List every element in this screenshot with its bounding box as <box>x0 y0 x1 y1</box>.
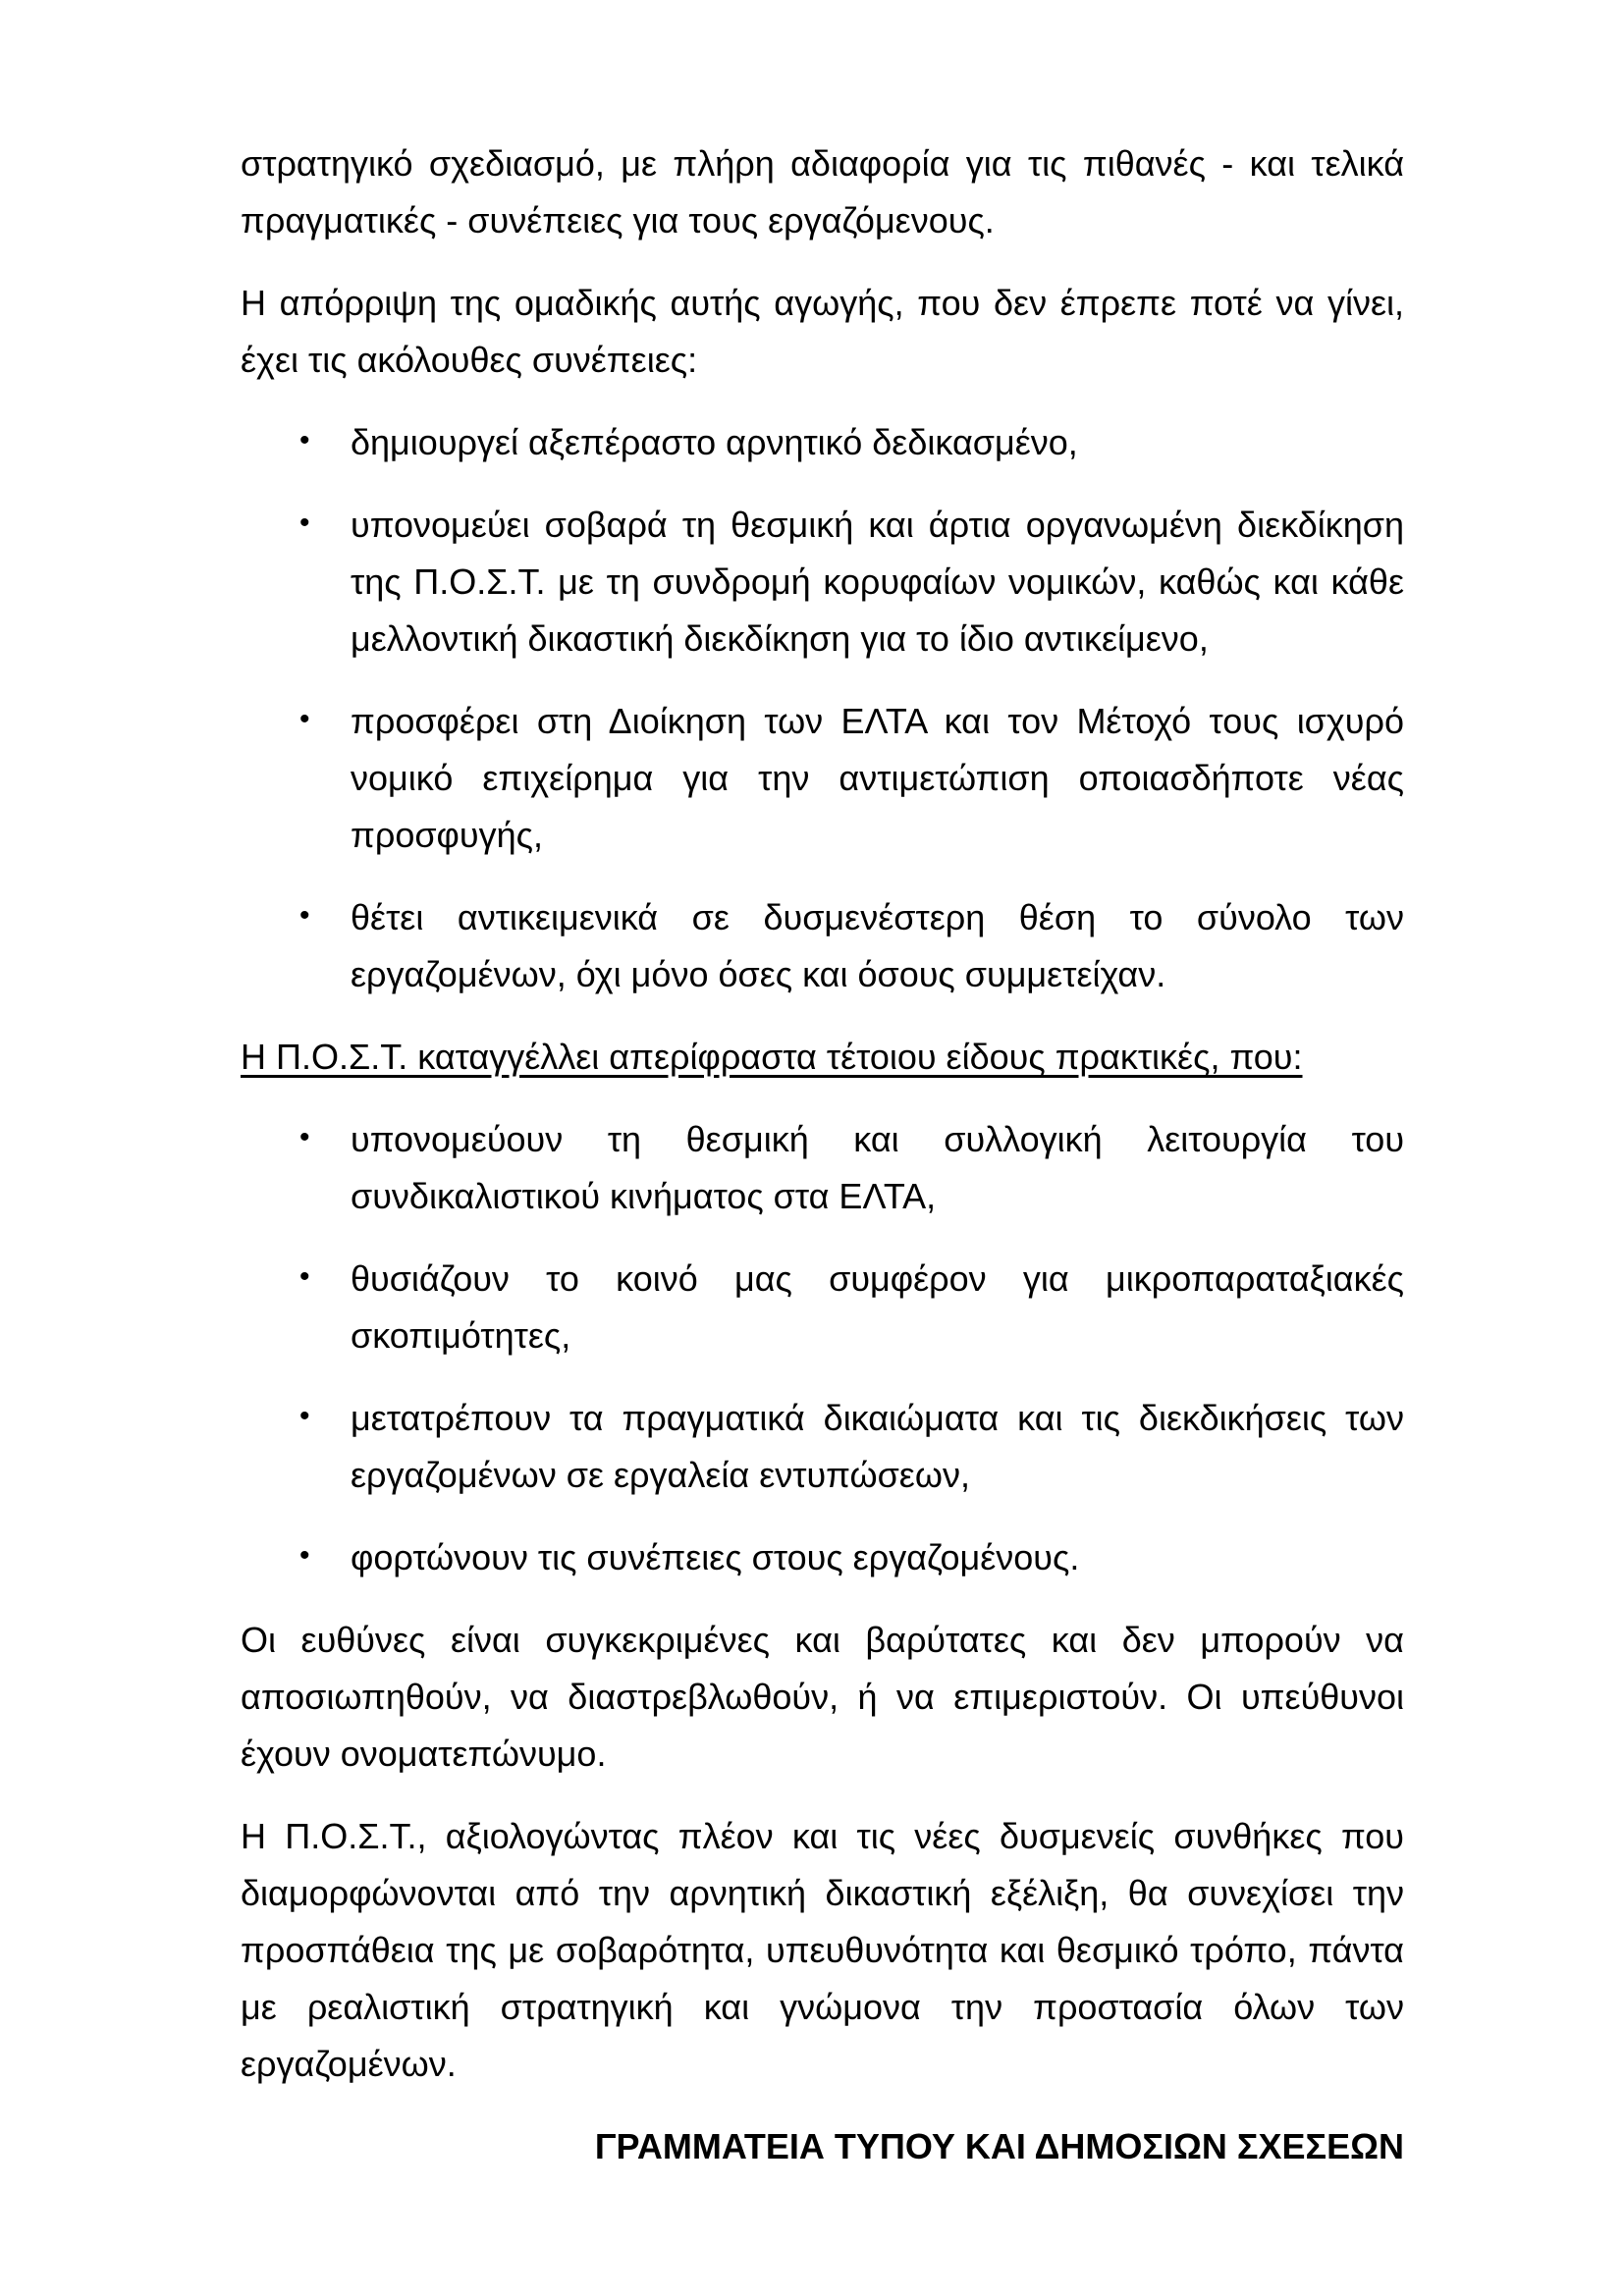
list-item-text: μετατρέπουν τα πραγματικά δικαιώματα και τις διεκδικήσεις των εργαζομένων σε εργαλεία εντυπώσεων, <box>351 1398 1404 1495</box>
list-item <box>241 1251 1404 1364</box>
list-item <box>241 1529 1404 1586</box>
bullet-icon: • <box>299 1400 310 1432</box>
list-item-text: φορτώνουν τις συνέπειες στους εργαζομένους. <box>351 1537 1080 1577</box>
list-item-text: υπονομεύουν τη θεσμική και συλλογική λειτουργία του συνδικαλιστικού κινήματος στα ΕΛΤΑ, <box>351 1119 1404 1216</box>
consequences-list <box>241 414 1404 1003</box>
list-item-text: θέτει αντικειμενικά σε δυσμενέστερη θέση το σύνολο των εργαζομένων, όχι μόνο όσες και όσους συμμετείχαν. <box>351 897 1404 994</box>
list-item-text: υπονομεύει σοβαρά τη θεσμική και άρτια οργανωμένη διεκδίκηση της Π.Ο.Σ.Τ. με τη συνδρομή κορυφαίων νομικών, καθώς και κάθε μελλοντική δικαστική διεκδίκηση για το ίδιο αντικείμενο, <box>351 505 1404 659</box>
list-item <box>241 1111 1404 1225</box>
list-item <box>241 889 1404 1003</box>
bullet-icon: • <box>299 1539 310 1572</box>
list-item <box>241 693 1404 864</box>
list-item-text: δημιουργεί αξεπέραστο αρνητικό δεδικασμένο, <box>351 422 1078 462</box>
bullet-icon: • <box>299 899 310 932</box>
list-item-text: θυσιάζουν το κοινό μας συμφέρον για μικροπαραταξιακές σκοπιμότητες, <box>351 1258 1404 1356</box>
bullet-icon: • <box>299 1121 310 1153</box>
bullet-icon: • <box>299 507 310 539</box>
signature-line: ΓΡΑΜΜΑΤΕΙΑ ΤΥΠΟΥ ΚΑΙ ΔΗΜΟΣΙΩΝ ΣΧΕΣΕΩΝ <box>594 2126 1404 2166</box>
paragraph-continuation: στρατηγικό σχεδιασμό, με πλήρη αδιαφορία για τις πιθανές - και τελικά πραγματικές - συνέπειες για τους εργαζόμενους. <box>241 143 1404 240</box>
practices-list <box>241 1111 1404 1586</box>
list-item-text: προσφέρει στη Διοίκηση των ΕΛΤΑ και τον Μέτοχό τους ισχυρό νομικό επιχείρημα για την αντιμετώπιση οποιασδήποτε νέας προσφυγής, <box>351 701 1404 855</box>
list-item <box>241 1390 1404 1504</box>
paragraph-responsibilities: Οι ευθύνες είναι συγκεκριμένες και βαρύτατες και δεν μπορούν να αποσιωπηθούν, να διαστρεβλωθούν, ή να επιμεριστούν. Οι υπεύθυνοι έχουν ονοματεπώνυμο. <box>241 1620 1404 1774</box>
list-item <box>241 414 1404 471</box>
denunciation-heading: Η Π.Ο.Σ.Τ. καταγγέλλει απερίφραστα τέτοιου είδους πρακτικές, που: <box>241 1037 1303 1077</box>
paragraph-closing: Η Π.Ο.Σ.Τ., αξιολογώντας πλέον και τις νέες δυσμενείς συνθήκες που διαμορφώνονται από την αρνητική δικαστική εξέλιξη, θα συνεχίσει την προσπάθεια της με σοβαρότητα, υπευθυνότητα και θεσμικό τρόπο, πάντα με ρεαλιστική στρατηγική και γνώμονα την προστασία όλων των εργαζομένων. <box>241 1816 1404 2084</box>
bullet-icon: • <box>299 703 310 735</box>
list-item <box>241 497 1404 667</box>
bullet-icon: • <box>299 424 310 456</box>
paragraph-rejection-intro: Η απόρριψη της ομαδικής αυτής αγωγής, που δεν έπρεπε ποτέ να γίνει, έχει τις ακόλουθες συνέπειες: <box>241 283 1404 380</box>
bullet-icon: • <box>299 1260 310 1293</box>
